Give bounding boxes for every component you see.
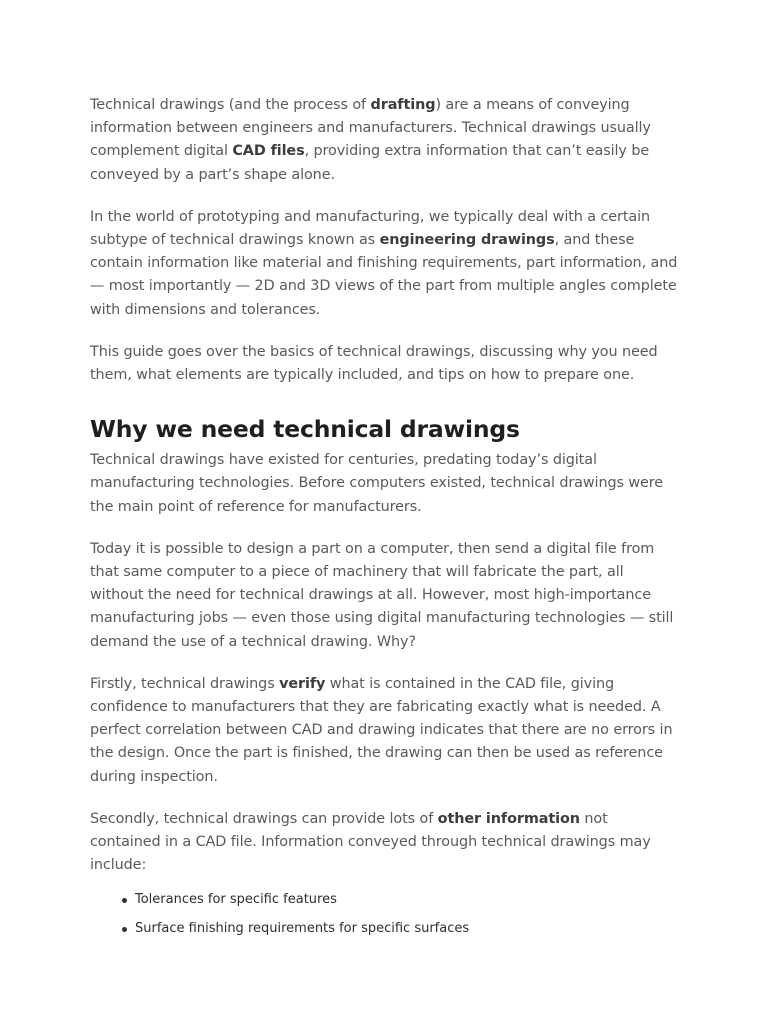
intro-paragraph-1 <box>90 94 680 187</box>
bold-term-engineering-drawings: engineering drawings <box>379 232 555 249</box>
bold-term-cad-files: CAD files <box>232 143 305 160</box>
list-item <box>122 891 680 908</box>
paragraph-text: ) are a means of conveying information between engineers and manufacturers. Technical drawings usually complement digital <box>90 97 651 160</box>
bullet-dot-icon <box>122 898 127 903</box>
paragraph-text: In the world of prototyping and manufacturing, we typically deal with a certain subtype of technical drawings known as <box>90 208 651 249</box>
section-heading: Why we need technical drawings <box>90 415 520 444</box>
article-body <box>90 94 680 949</box>
bullet-dot-icon <box>122 927 127 932</box>
paragraph-text: Technical drawings (and the process of <box>90 97 371 113</box>
paragraph-text: Firstly, technical drawings <box>90 675 280 692</box>
bold-term-verify: verify <box>279 675 326 692</box>
paragraph-text: , and these contain information like material and finishing requirements, part information, and — most importantly — 2D and 3D views of the part from multiple angles complete with dimensions and tolerances. <box>90 232 678 318</box>
section-paragraph-4 <box>90 808 680 878</box>
bold-term-drafting: drafting <box>370 97 436 113</box>
paragraph-text: not contained in a CAD file. Information conveyed through technical drawings may include: <box>90 810 651 874</box>
bold-term-other-information: other information <box>437 810 580 827</box>
list-item <box>122 920 680 937</box>
list-item-text: Surface finishing requirements for specific surfaces <box>135 921 470 937</box>
section-paragraph-2: Today it is possible to design a part on a computer, then send a digital file from that same computer to a piece of machinery that will fabricate the part, all without the need for technical drawings at all. However, most high-importance manufacturing jobs — even those using digital manufacturing technologies — still demand the use of a technical drawing. Why? <box>90 540 674 650</box>
info-bullet-list <box>90 891 680 937</box>
paragraph-text: Secondly, technical drawings can provide lots of <box>90 810 438 827</box>
intro-paragraph-3: This guide goes over the basics of technical drawings, discussing why you need them, what elements are typically included, and tips on how to prepare one. <box>90 343 658 384</box>
paragraph-text: what is contained in the CAD file, giving confidence to manufacturers that they are fabricating exactly what is needed. A perfect correlation between CAD and drawing indicates that there are no errors in the design. Once the part is finished, the drawing can then be used as reference during inspection. <box>90 675 673 785</box>
section-paragraph-3 <box>90 673 680 789</box>
section-paragraph-1: Technical drawings have existed for centuries, predating today’s digital manufacturing technologies. Before computers existed, technical drawings were the main point of reference for manufacturers. <box>90 452 664 515</box>
intro-paragraph-2 <box>90 206 680 322</box>
list-item-text: Tolerances for specific features <box>135 892 337 908</box>
paragraph-text: , providing extra information that can’t easily be conveyed by a part’s shape alone. <box>90 143 650 183</box>
